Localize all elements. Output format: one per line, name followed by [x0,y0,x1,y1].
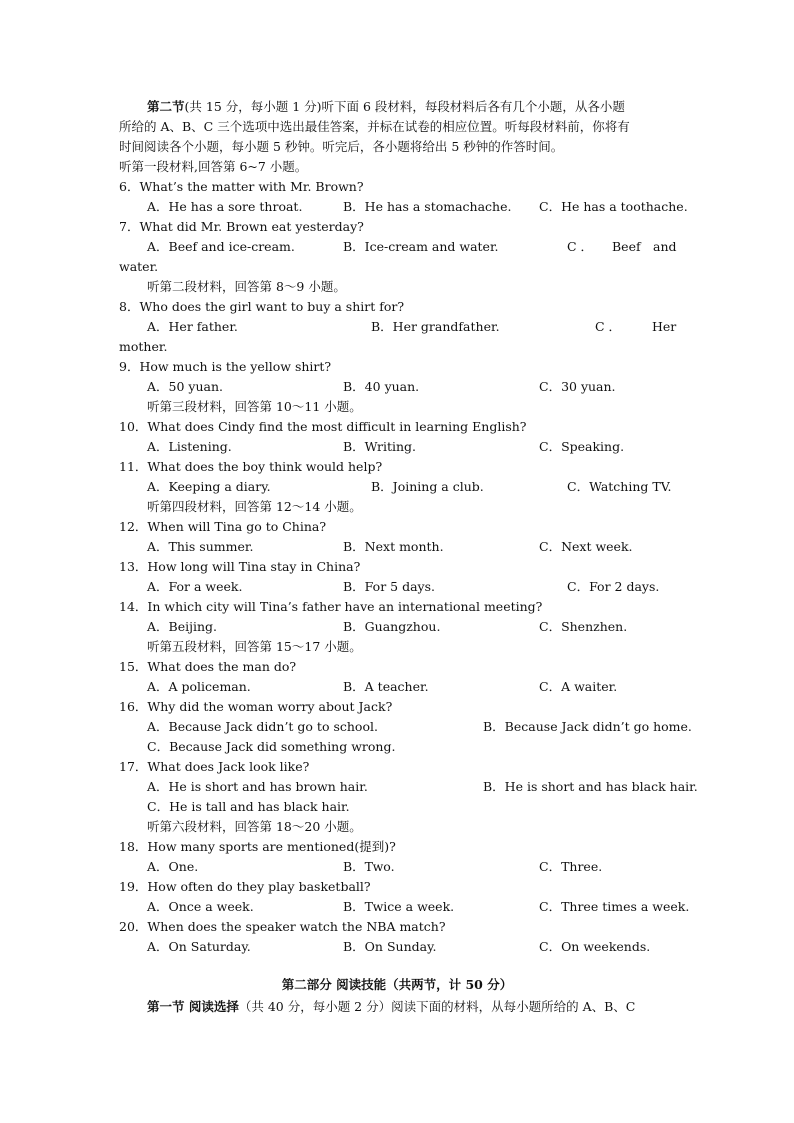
section-5-instruction: 听第五段材料，回答第 15～17 小题。 [147,639,362,654]
question-8-option-c-part3: mother. [119,339,168,354]
intro-line2: 所给的 A、B、C 三个选项中选出最佳答案，并标在试卷的相应位置。听每段材料前，你将有 [119,119,630,134]
question-10-option-a: A．Listening. [147,439,232,454]
question-10-stem: 10．What does Cindy find the most difficult in learning English? [119,419,527,434]
section-3-instruction: 听第三段材料，回答第 10～11 小题。 [147,399,362,414]
question-12-option-c: C．Next week. [539,539,633,554]
question-18-option-a: A．One. [147,859,199,874]
question-6-option-c: C．He has a toothache. [539,199,688,214]
question-11-option-b: B．Joining a club. [371,479,484,494]
question-17-option-b: B．He is short and has black hair. [483,779,698,794]
question-20-option-b: B．On Sunday. [343,939,437,954]
section-1-instruction: 听第一段材料,回答第 6~7 小题。 [119,159,308,174]
question-15-stem: 15．What does the man do? [119,659,297,674]
question-9-option-c: C．30 yuan. [539,379,616,394]
question-19-stem: 19．How often do they play basketball? [119,879,371,894]
question-13-stem: 13．How long will Tina stay in China? [119,559,361,574]
question-11-option-a: A．Keeping a diary. [147,479,271,494]
question-19-option-a: A．Once a week. [147,899,254,914]
part-2-subsection-heading: 第一节 阅读选择 [147,999,239,1014]
question-14-option-b: B．Guangzhou. [343,619,441,634]
question-10-option-c: C．Speaking. [539,439,625,454]
question-16-stem: 16．Why did the woman worry about Jack? [119,699,393,714]
question-7-option-a: A．Beef and ice-cream. [147,239,295,254]
question-14-stem: 14．In which city will Tina’s father have an international meeting? [119,599,543,614]
question-8-option-b: B．Her grandfather. [371,319,500,334]
question-14-option-c: C．Shenzhen. [539,619,628,634]
question-13-option-b: B．For 5 days. [343,579,435,594]
question-17-option-a: A．He is short and has brown hair. [147,779,368,794]
question-20-option-c: C．On weekends. [539,939,651,954]
section-2-instruction: 听第二段材料，回答第 8～9 小题。 [147,279,346,294]
question-9-stem: 9．How much is the yellow shirt? [119,359,332,374]
question-11-stem: 11．What does the boy think would help? [119,459,383,474]
question-6-stem: 6．What’s the matter with Mr. Brown? [119,179,364,194]
part-2-title: 第二部分 阅读技能（共两节，计 50 分） [281,977,513,992]
section-6-instruction: 听第六段材料，回答第 18～20 小题。 [147,819,362,834]
section-intro-line1 [147,98,625,116]
question-9-option-b: B．40 yuan. [343,379,420,394]
question-15-option-a: A．A policeman. [147,679,251,694]
question-6-option-b: B．He has a stomachache. [343,199,512,214]
question-6-option-a: A．He has a sore throat. [147,199,303,214]
question-7-option-c-part3: and [653,239,677,254]
question-12-stem: 12．When will Tina go to China? [119,519,327,534]
question-20-option-a: A．On Saturday. [147,939,251,954]
section-heading: 第二节 [147,99,185,114]
question-16-option-a: A．Because Jack didn’t go to school. [147,719,378,734]
question-17-stem: 17．What does Jack look like? [119,759,310,774]
question-13-option-a: A．For a week. [147,579,243,594]
question-12-option-b: B．Next month. [343,539,444,554]
question-18-stem: 18．How many sports are mentioned(提到)? [119,839,396,854]
question-19-option-c: C．Three times a week. [539,899,690,914]
question-8-option-c-part1: C ． [595,319,622,334]
question-19-option-b: B．Twice a week. [343,899,455,914]
question-8-stem: 8．Who does the girl want to buy a shirt for? [119,299,405,314]
question-7-option-c-part4: water. [119,259,159,274]
question-12-option-a: A．This summer. [147,539,254,554]
question-18-option-c: C．Three. [539,859,603,874]
question-14-option-a: A．Beijing. [147,619,218,634]
question-13-option-c: C．For 2 days. [567,579,660,594]
question-16-option-b: B．Because Jack didn’t go home. [483,719,692,734]
question-7-stem: 7．What did Mr. Brown eat yesterday? [119,219,364,234]
question-15-option-c: C．A waiter. [539,679,618,694]
part-2-subsection-line [147,998,635,1016]
question-20-stem: 20．When does the speaker watch the NBA match? [119,919,446,934]
question-16-option-c: C．Because Jack did something wrong. [147,739,396,754]
question-8-option-a: A．Her father. [147,319,238,334]
question-15-option-b: B．A teacher. [343,679,429,694]
question-9-option-a: A．50 yuan. [147,379,223,394]
intro-line3: 时间阅读各个小题，每小题 5 秒钟。听完后，各小题将给出 5 秒钟的作答时间。 [119,139,564,154]
question-11-option-c: C．Watching TV. [567,479,672,494]
question-7-option-b: B．Ice-cream and water. [343,239,499,254]
section-4-instruction: 听第四段材料，回答第 12～14 小题。 [147,499,362,514]
question-7-option-c-part1: C ． [567,239,594,254]
question-7-option-c-part2: Beef [612,239,641,254]
question-10-option-b: B．Writing. [343,439,416,454]
question-17-option-c: C．He is tall and has black hair. [147,799,350,814]
question-18-option-b: B．Two. [343,859,395,874]
part-2-subsection-text: （共 40 分，每小题 2 分）阅读下面的材料，从每小题所给的 A、B、C [238,999,636,1014]
question-8-option-c-part2: Her [652,319,677,334]
intro-line1-text: (共 15 分，每小题 1 分)听下面 6 段材料，每段材料后各有几个小题，从各小题 [184,99,625,114]
